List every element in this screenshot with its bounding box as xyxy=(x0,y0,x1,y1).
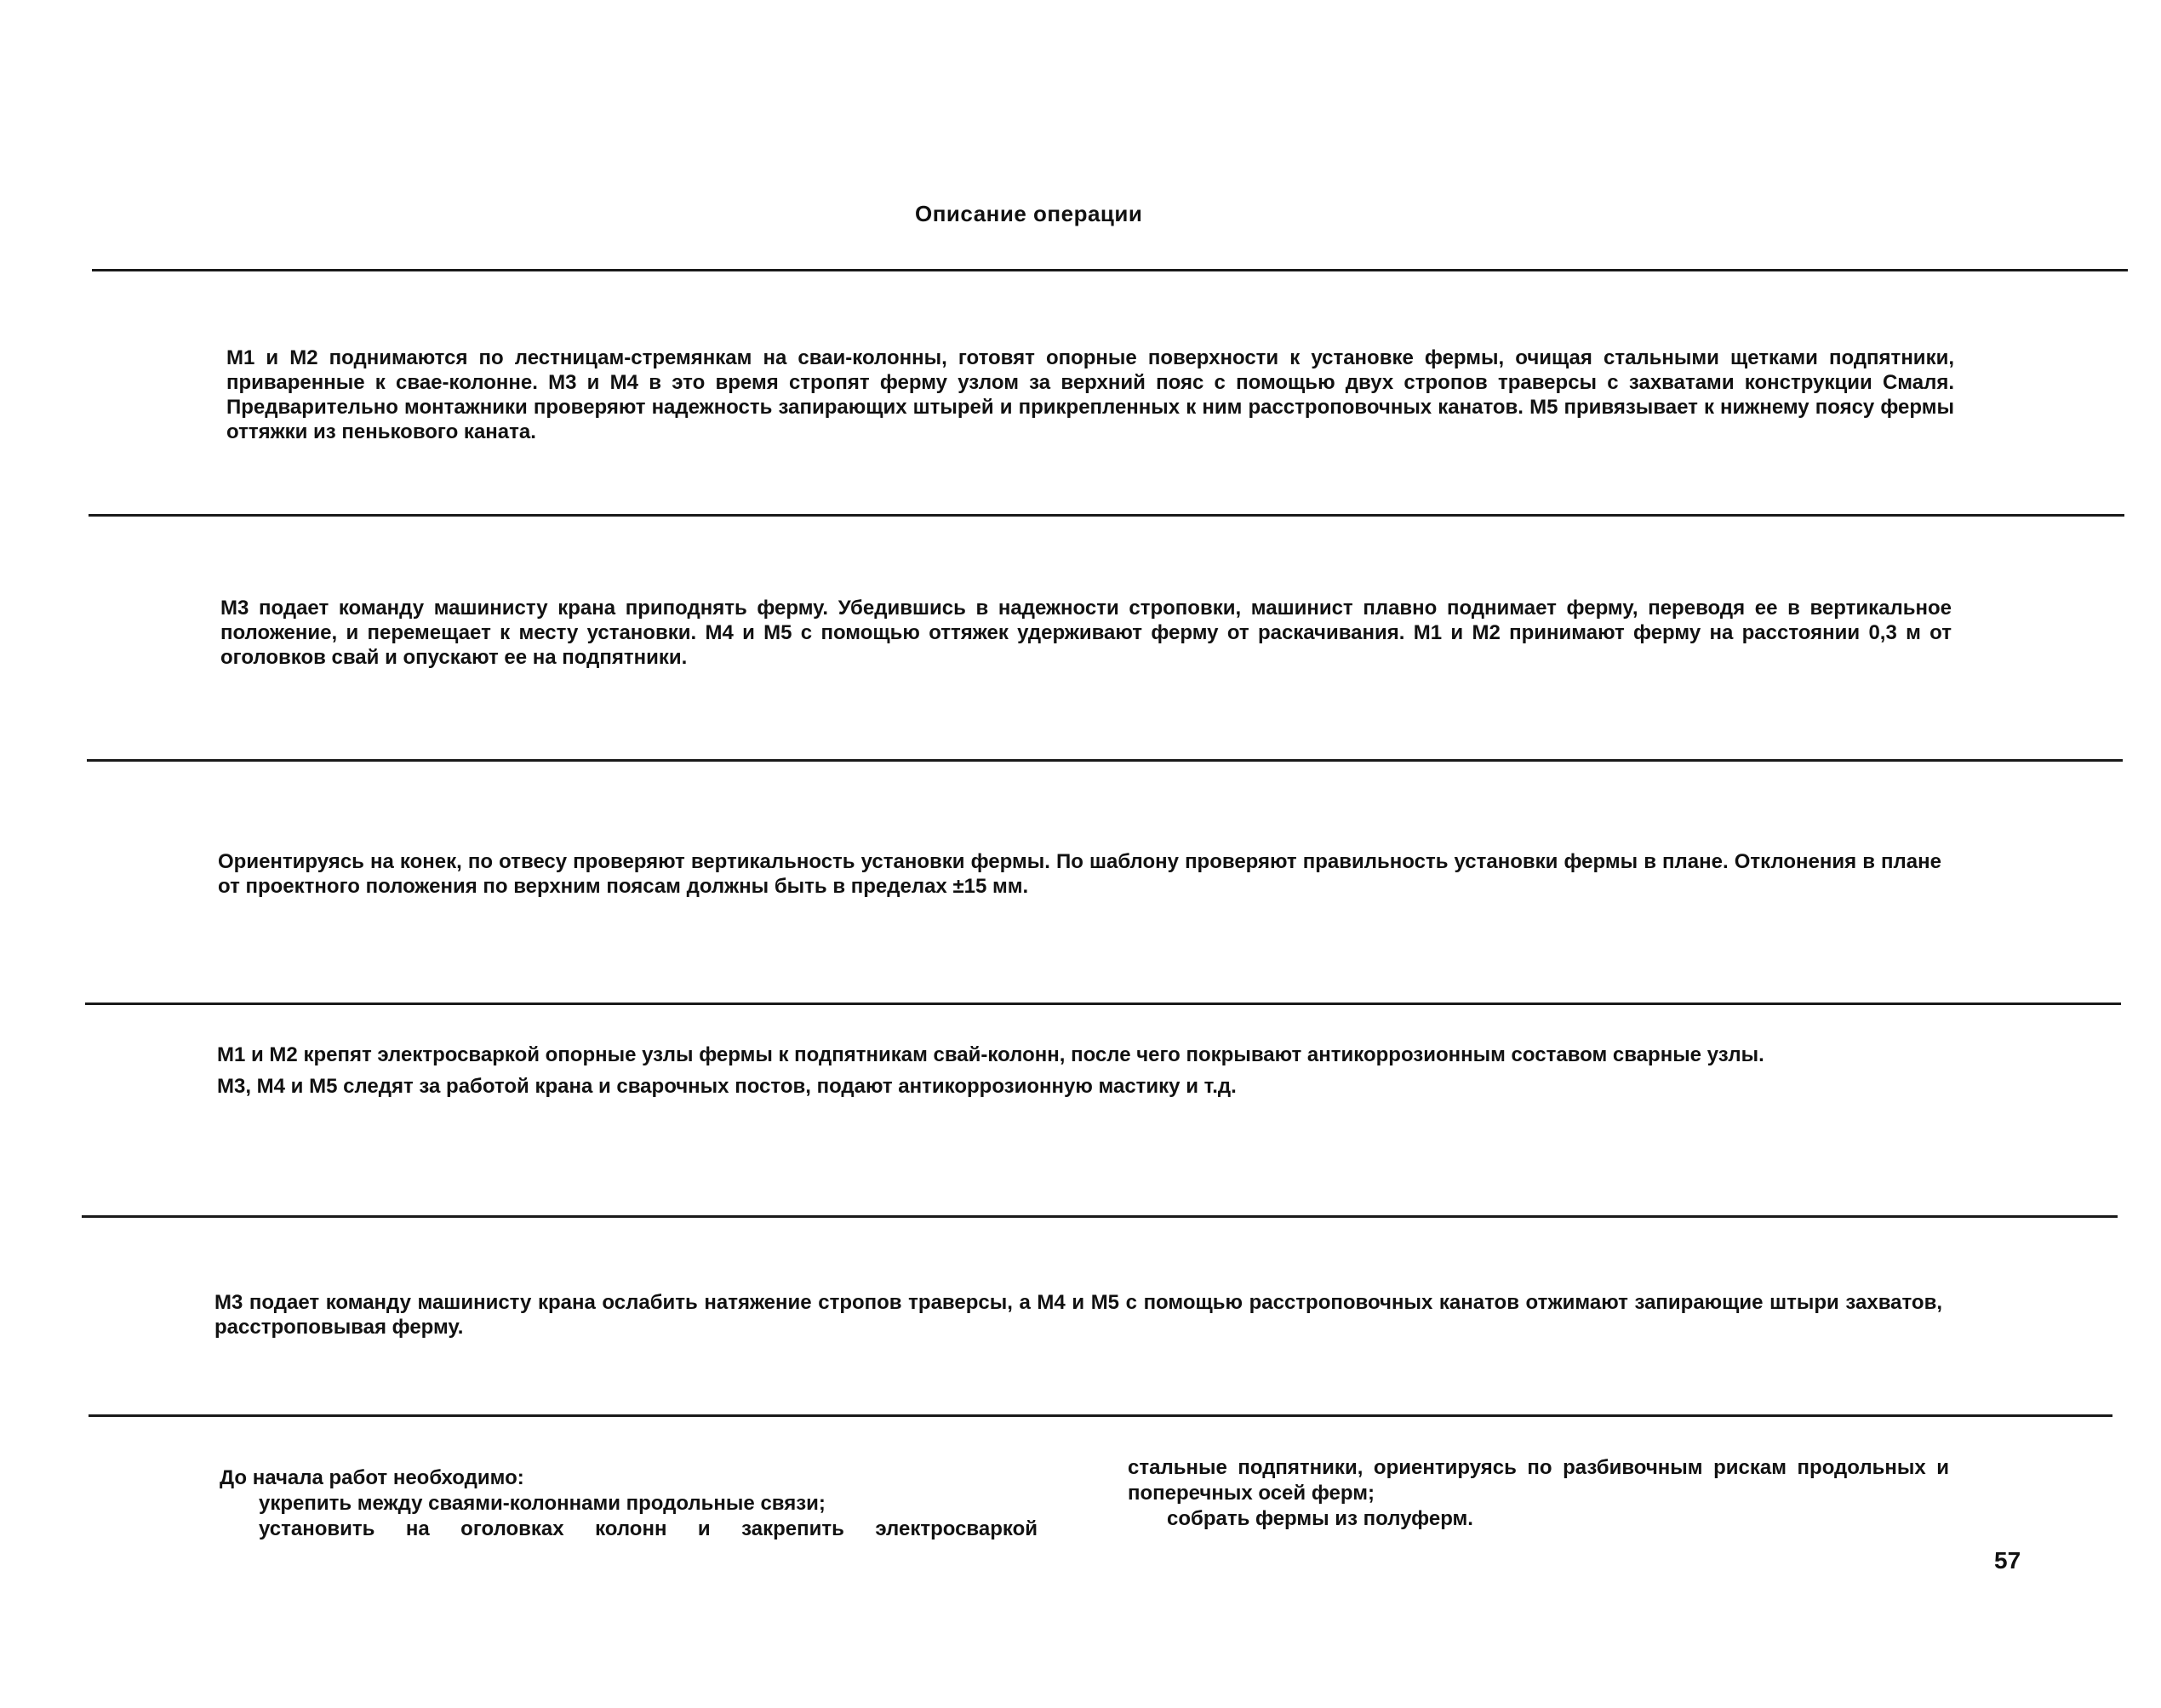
divider-1 xyxy=(89,514,2124,517)
divider-2 xyxy=(87,759,2123,762)
footer-item-2-start: установить на оголовках колонн и закрепить электросваркой xyxy=(259,1517,1038,1540)
footer-left-column xyxy=(220,1465,1045,1542)
divider-5 xyxy=(89,1414,2112,1417)
operation-paragraph-4 xyxy=(217,1043,1958,1105)
footer-item-2-cont: стальные подпятники, ориентируясь по разбивочным рискам продольных и поперечных осей ферм; xyxy=(1128,1456,1949,1505)
footer-item-1: укрепить между сваями-колоннами продольные связи; xyxy=(259,1492,826,1515)
footer-item-3: собрать фермы из полуферм. xyxy=(1167,1507,1473,1530)
operation-paragraph-3: Ориентируясь на конек, по отвесу проверяют вертикальность установки фермы. По шаблону проверяют правильность установки фермы в плане. Отклонения в плане от проектного положения по верхним поясам должны быть в пределах ±15 мм. xyxy=(218,850,1941,898)
operation-paragraph-2: М3 подает команду машинисту крана приподнять ферму. Убедившись в надежности строповки, машинист плавно поднимает ферму, переводя ее в вертикальное положение, и перемещает к месту установки. М4 и М5 с помощью оттяжек удерживают ферму от раскачивания. М1 и М2 принимают ферму на расстоянии 0,3 м от оголовков свай и опускают ее на подпятники. xyxy=(220,597,1952,669)
footer-right-column xyxy=(1128,1455,1949,1532)
operation-paragraph-4-line-1: М1 и М2 крепят электросваркой опорные узлы фермы к подпятникам свай-колонн, после чего покрывают антикоррозионным составом сварные узлы. xyxy=(217,1043,1764,1066)
divider-4 xyxy=(82,1215,2118,1218)
section-heading: Описание операции xyxy=(915,201,1143,226)
page-number: 57 xyxy=(1994,1547,2021,1574)
footer-intro: До начала работ необходимо: xyxy=(220,1466,524,1489)
operation-paragraph-1: М1 и М2 поднимаются по лестницам-стремянкам на сваи-колонны, готовят опорные поверхности к установке фермы, очищая стальными щетками подпятники, приваренные к сваe-колонне. М3 и М4 в это время стропят ферму узлом за верхний пояс с помощью двух стропов траверсы с захватами конструкции Смаля. Предварительно монтажники проверяют надежность запирающих штырей и прикрепленных к ним расстроповочных канатов. М5 привязывает к нижнему поясу фермы оттяжки из пенькового каната. xyxy=(226,346,1954,443)
operation-paragraph-5: М3 подает команду машинисту крана ослабить натяжение стропов траверсы, а М4 и М5 с помощью расстроповочных канатов отжимают запирающие штыри захватов, расстроповывая ферму. xyxy=(214,1291,1942,1339)
divider-3 xyxy=(85,1003,2121,1005)
divider-top xyxy=(92,269,2128,271)
operation-paragraph-4-line-2: М3, М4 и М5 следят за работой крана и сварочных постов, подают антикоррозионную мастику и т.д. xyxy=(217,1075,1237,1098)
